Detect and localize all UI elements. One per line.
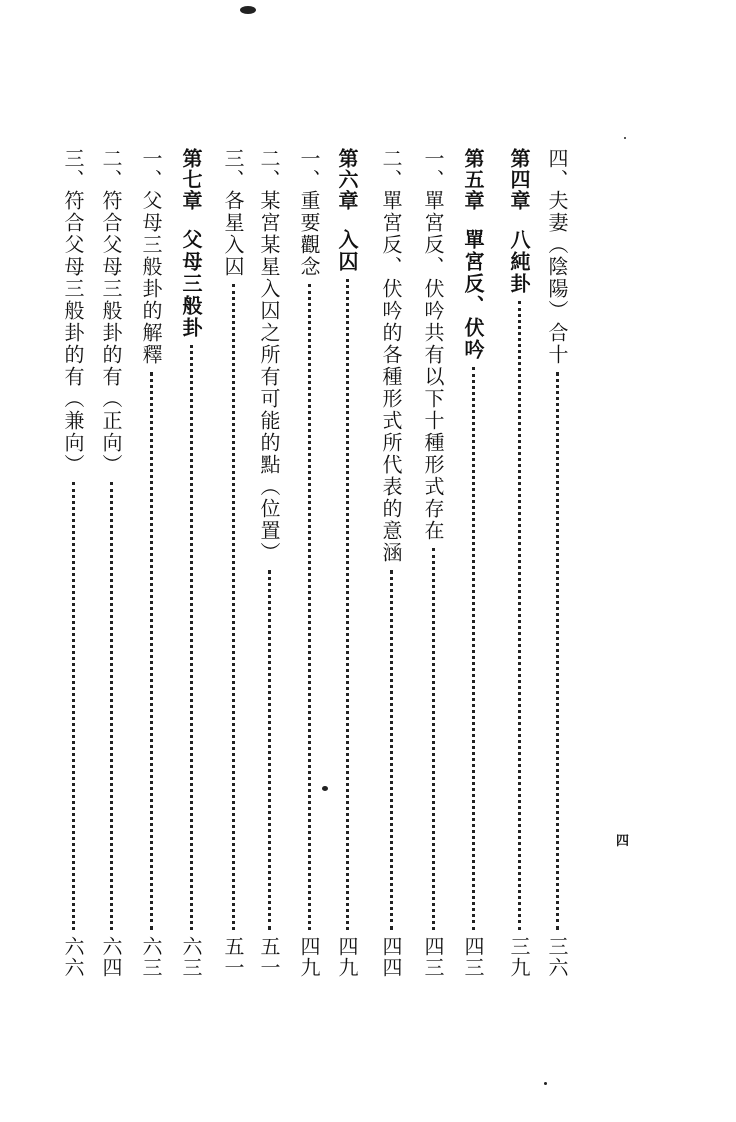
toc-entry-label: 二、: [257, 148, 281, 190]
toc-chapter-entry[interactable]: [460, 148, 486, 978]
toc-entry-title: 入囚: [335, 229, 359, 273]
dot-leader: [72, 482, 75, 930]
dot-leader: [190, 345, 193, 930]
dot-leader: [110, 482, 113, 930]
toc-chapter-entry[interactable]: [178, 148, 204, 978]
dot-leader: [150, 372, 153, 930]
toc-chapter-entry[interactable]: [334, 148, 360, 978]
toc-section-entry[interactable]: [378, 148, 404, 978]
toc-entry-label: 二、: [379, 148, 403, 190]
toc-chapter-entry[interactable]: [506, 148, 532, 978]
toc-section-entry[interactable]: [256, 148, 282, 978]
dot-leader: [472, 367, 475, 930]
dot-leader: [390, 570, 393, 930]
dot-leader: [556, 372, 559, 930]
toc-entry-label: 四、: [545, 148, 569, 190]
toc-page-number: 五一: [221, 936, 245, 978]
toc-entry-label: 第四章: [507, 148, 531, 211]
toc-section-entry[interactable]: [138, 148, 164, 978]
toc-page-number: 四九: [297, 936, 321, 978]
toc-entry-title: 符合父母三般卦的有（正向）: [99, 190, 123, 476]
dot-leader: [268, 570, 271, 930]
dot-leader: [232, 284, 235, 930]
toc-section-entry[interactable]: [544, 148, 570, 978]
toc-entry-title: 夫妻（陰陽）合十: [545, 190, 569, 366]
toc-entry-label: 一、: [139, 148, 163, 190]
toc-section-entry[interactable]: [296, 148, 322, 978]
toc-page-number: 四四: [379, 936, 403, 978]
toc-entry-title: 重要觀念: [297, 190, 321, 278]
toc-entry-label: 第五章: [461, 148, 485, 211]
toc-entry-title: 父母三般卦: [179, 229, 203, 339]
toc-entry-title: 符合父母三般卦的有（兼向）: [61, 190, 85, 476]
scan-speck: [624, 137, 626, 139]
toc-entry-label: 一、: [297, 148, 321, 190]
toc-entry-title: 八純卦: [507, 229, 531, 295]
toc-section-entry[interactable]: [220, 148, 246, 978]
toc-page-number: 四三: [461, 936, 485, 978]
toc-section-entry[interactable]: [420, 148, 446, 978]
toc-page-number: 六三: [179, 936, 203, 978]
toc-page-number: 四九: [335, 936, 359, 978]
toc-entry-title: 父母三般卦的解釋: [139, 190, 163, 366]
toc-entry-label: 第六章: [335, 148, 359, 211]
page-folio: 四: [616, 834, 630, 849]
toc-entry-title: 各星入囚: [221, 190, 245, 278]
toc-section-entry[interactable]: [60, 148, 86, 978]
toc-page-number: 六六: [61, 936, 85, 978]
scan-speck: [240, 6, 256, 14]
dot-leader: [346, 279, 349, 930]
toc-entry-label: 二、: [99, 148, 123, 190]
toc-entry-title: 單宮反、伏吟: [461, 229, 485, 361]
toc-page-number: 三九: [507, 936, 531, 978]
toc-page-number: 六四: [99, 936, 123, 978]
toc-entry-title: 單宮反、伏吟共有以下十種形式存在: [421, 190, 445, 542]
dot-leader: [432, 548, 435, 930]
toc-entry-label: 一、: [421, 148, 445, 190]
toc-page-number: 五一: [257, 936, 281, 978]
toc-section-entry[interactable]: [98, 148, 124, 978]
toc-page-number: 六三: [139, 936, 163, 978]
dot-leader: [308, 284, 311, 930]
dot-leader: [518, 301, 521, 930]
toc-entry-title: 單宮反、伏吟的各種形式所代表的意涵: [379, 190, 403, 564]
toc-page-number: 三六: [545, 936, 569, 978]
toc-entry-label: 第七章: [179, 148, 203, 211]
toc-entry-label: 三、: [221, 148, 245, 190]
toc-entry-label: 三、: [61, 148, 85, 190]
scan-speck: [544, 1082, 547, 1085]
toc-page-number: 四三: [421, 936, 445, 978]
toc-entry-title: 某宮某星入囚之所有可能的點（位置）: [257, 190, 281, 564]
scan-speck: [322, 786, 328, 791]
